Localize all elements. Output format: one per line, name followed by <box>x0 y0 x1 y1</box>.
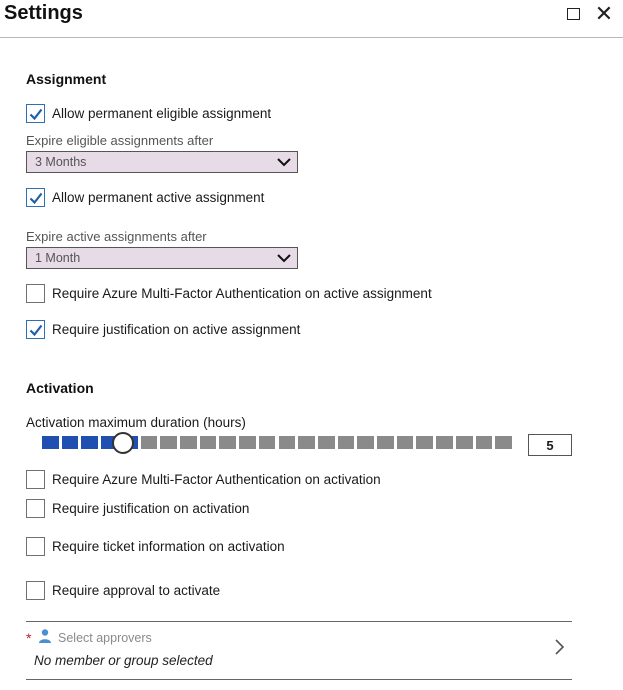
slider-segment <box>219 436 236 449</box>
checkbox-label: Require justification on activation <box>52 501 250 516</box>
page-title: Settings <box>4 2 83 24</box>
checkbox-box <box>26 104 45 123</box>
allow-permanent-active-checkbox[interactable] <box>26 188 264 207</box>
slider-segment <box>397 436 414 449</box>
require-justification-active-checkbox[interactable] <box>26 320 300 339</box>
slider-segment <box>416 436 433 449</box>
slider-segment <box>81 436 98 449</box>
checkmark-icon <box>29 191 43 205</box>
person-icon <box>38 628 52 644</box>
checkbox-box <box>26 188 45 207</box>
slider-segment <box>279 436 296 449</box>
close-button[interactable] <box>594 1 614 26</box>
slider-segment <box>476 436 493 449</box>
expire-eligible-label: Expire eligible assignments after <box>26 133 214 148</box>
expire-eligible-dropdown[interactable] <box>26 151 298 173</box>
checkbox-box <box>26 537 45 556</box>
checkbox-box <box>26 470 45 489</box>
require-approval-activation-checkbox[interactable] <box>26 581 220 600</box>
checkbox-label: Require ticket information on activation <box>52 539 285 554</box>
approvers-value: No member or group selected <box>34 653 213 668</box>
require-mfa-activation-checkbox[interactable] <box>26 470 381 489</box>
max-duration-label: Activation maximum duration (hours) <box>26 415 246 430</box>
checkmark-icon <box>29 107 43 121</box>
allow-permanent-eligible-checkbox[interactable] <box>26 104 271 123</box>
duration-slider-thumb[interactable] <box>112 432 134 454</box>
slider-segment <box>298 436 315 449</box>
slider-segment <box>239 436 256 449</box>
slider-segment <box>62 436 79 449</box>
checkbox-label: Allow permanent active assignment <box>52 190 265 205</box>
activation-heading: Activation <box>26 380 94 396</box>
approvers-divider-bottom <box>26 679 572 680</box>
assignment-heading: Assignment <box>26 71 107 87</box>
require-mfa-active-checkbox[interactable] <box>26 284 432 303</box>
chevron-right-icon <box>554 638 566 656</box>
expire-active-label: Expire active assignments after <box>26 229 207 244</box>
checkbox-label: Require justification on active assignment <box>52 322 301 337</box>
expire-active-dropdown[interactable] <box>26 247 298 269</box>
duration-value-box[interactable]: 5 <box>528 434 572 456</box>
approvers-placeholder: Select approvers <box>58 631 152 645</box>
checkmark-icon <box>29 323 43 337</box>
chevron-down-icon <box>277 253 291 263</box>
checkbox-box <box>26 581 45 600</box>
checkbox-label: Require Azure Multi-Factor Authentication on activation <box>52 472 381 487</box>
slider-segment <box>200 436 217 449</box>
checkbox-box <box>26 499 45 518</box>
slider-segment <box>456 436 473 449</box>
slider-segment <box>436 436 453 449</box>
checkbox-label: Require approval to activate <box>52 583 221 598</box>
slider-segment <box>141 436 158 449</box>
slider-segment <box>42 436 59 449</box>
require-ticket-activation-checkbox[interactable] <box>26 537 285 556</box>
checkbox-label: Allow permanent eligible assignment <box>52 106 272 121</box>
slider-segment <box>338 436 355 449</box>
dropdown-value: 1 Month <box>35 251 81 265</box>
select-approvers-field[interactable] <box>24 628 574 676</box>
slider-segment <box>377 436 394 449</box>
dropdown-value: 3 Months <box>35 155 87 169</box>
settings-header <box>0 0 623 38</box>
maximize-button[interactable] <box>563 4 583 24</box>
maximize-icon <box>567 8 580 20</box>
chevron-down-icon <box>277 157 291 167</box>
checkbox-box <box>26 284 45 303</box>
slider-segment <box>180 436 197 449</box>
require-justification-activation-checkbox[interactable] <box>26 499 249 518</box>
slider-segment <box>259 436 276 449</box>
slider-segment <box>357 436 374 449</box>
slider-segment <box>495 436 512 449</box>
checkbox-label: Require Azure Multi-Factor Authentication on active assignment <box>52 286 432 301</box>
close-icon: ✕ <box>594 1 614 26</box>
required-marker: * <box>26 630 32 646</box>
checkbox-box <box>26 320 45 339</box>
slider-segment <box>318 436 335 449</box>
approvers-divider-top <box>26 621 572 622</box>
slider-segment <box>160 436 177 449</box>
